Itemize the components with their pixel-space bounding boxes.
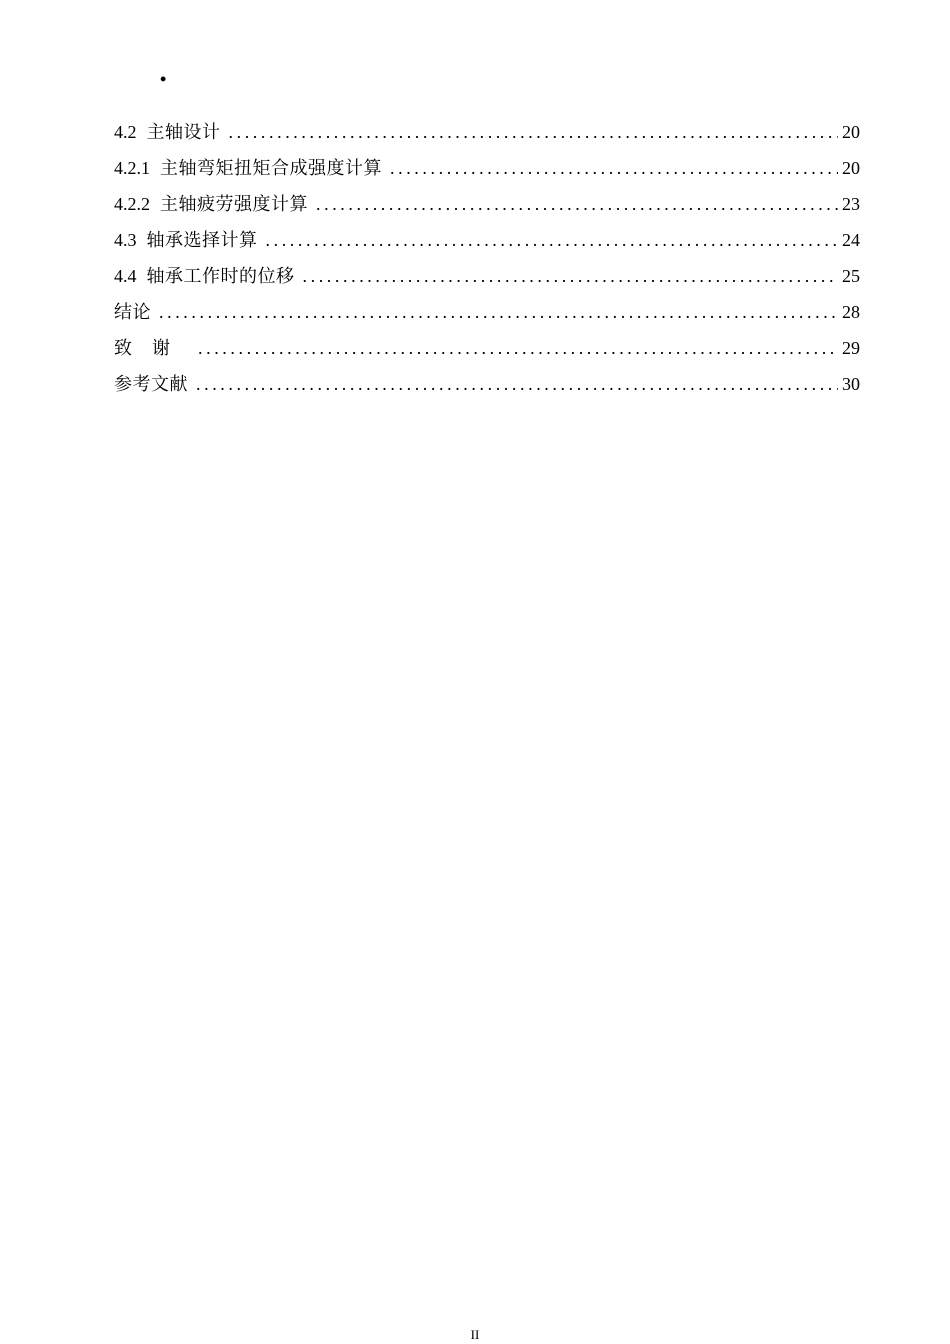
table-of-contents [114, 120, 860, 408]
toc-entry-4-3[interactable] [114, 228, 860, 264]
toc-entry-4-2-2[interactable] [114, 192, 860, 228]
toc-entry-title: 轴承工作时的位移 [146, 266, 295, 286]
toc-entry-4-2[interactable] [114, 120, 860, 156]
toc-entry-acknowledgements[interactable] [114, 336, 860, 372]
toc-entry-page: 29 [842, 338, 860, 358]
toc-entry-number: 4.2.2 [114, 194, 150, 214]
toc-leader-dots [316, 192, 838, 216]
toc-leader-dots [159, 300, 838, 324]
toc-entry-page: 30 [842, 374, 860, 394]
toc-entry-page: 20 [842, 122, 860, 142]
toc-entry-title: 主轴设计 [146, 122, 221, 142]
toc-entry-title: 参考文献 [114, 374, 188, 394]
toc-leader-dots [266, 228, 839, 252]
toc-entry-title: 主轴疲劳强度计算 [160, 194, 308, 214]
toc-leader-dots [198, 336, 838, 360]
toc-entry-4-2-1[interactable] [114, 156, 860, 192]
toc-entry-page: 24 [842, 230, 860, 250]
toc-entry-page: 23 [842, 194, 860, 214]
toc-entry-title: 轴承选择计算 [146, 230, 258, 250]
toc-entry-page: 20 [842, 158, 860, 178]
toc-entry-number: 4.2.1 [114, 158, 150, 178]
top-bullet-mark: • [160, 69, 167, 89]
toc-entry-title: 致谢 [114, 338, 190, 358]
toc-entry-conclusion[interactable] [114, 300, 860, 336]
toc-entry-page: 28 [842, 302, 860, 322]
toc-entry-page: 25 [842, 266, 860, 286]
toc-leader-dots [196, 372, 838, 396]
toc-leader-dots [229, 120, 839, 144]
toc-entry-title: 结论 [114, 302, 151, 322]
toc-leader-dots [390, 156, 838, 180]
toc-entry-number: 4.4 [114, 266, 137, 286]
page-number: II [470, 1327, 480, 1342]
toc-entry-title: 主轴弯矩扭矩合成强度计算 [160, 158, 382, 178]
toc-entry-references[interactable] [114, 372, 860, 408]
toc-entry-number: 4.3 [114, 230, 137, 250]
toc-entry-number: 4.2 [114, 122, 137, 142]
toc-leader-dots [303, 264, 839, 288]
toc-entry-4-4[interactable] [114, 264, 860, 300]
